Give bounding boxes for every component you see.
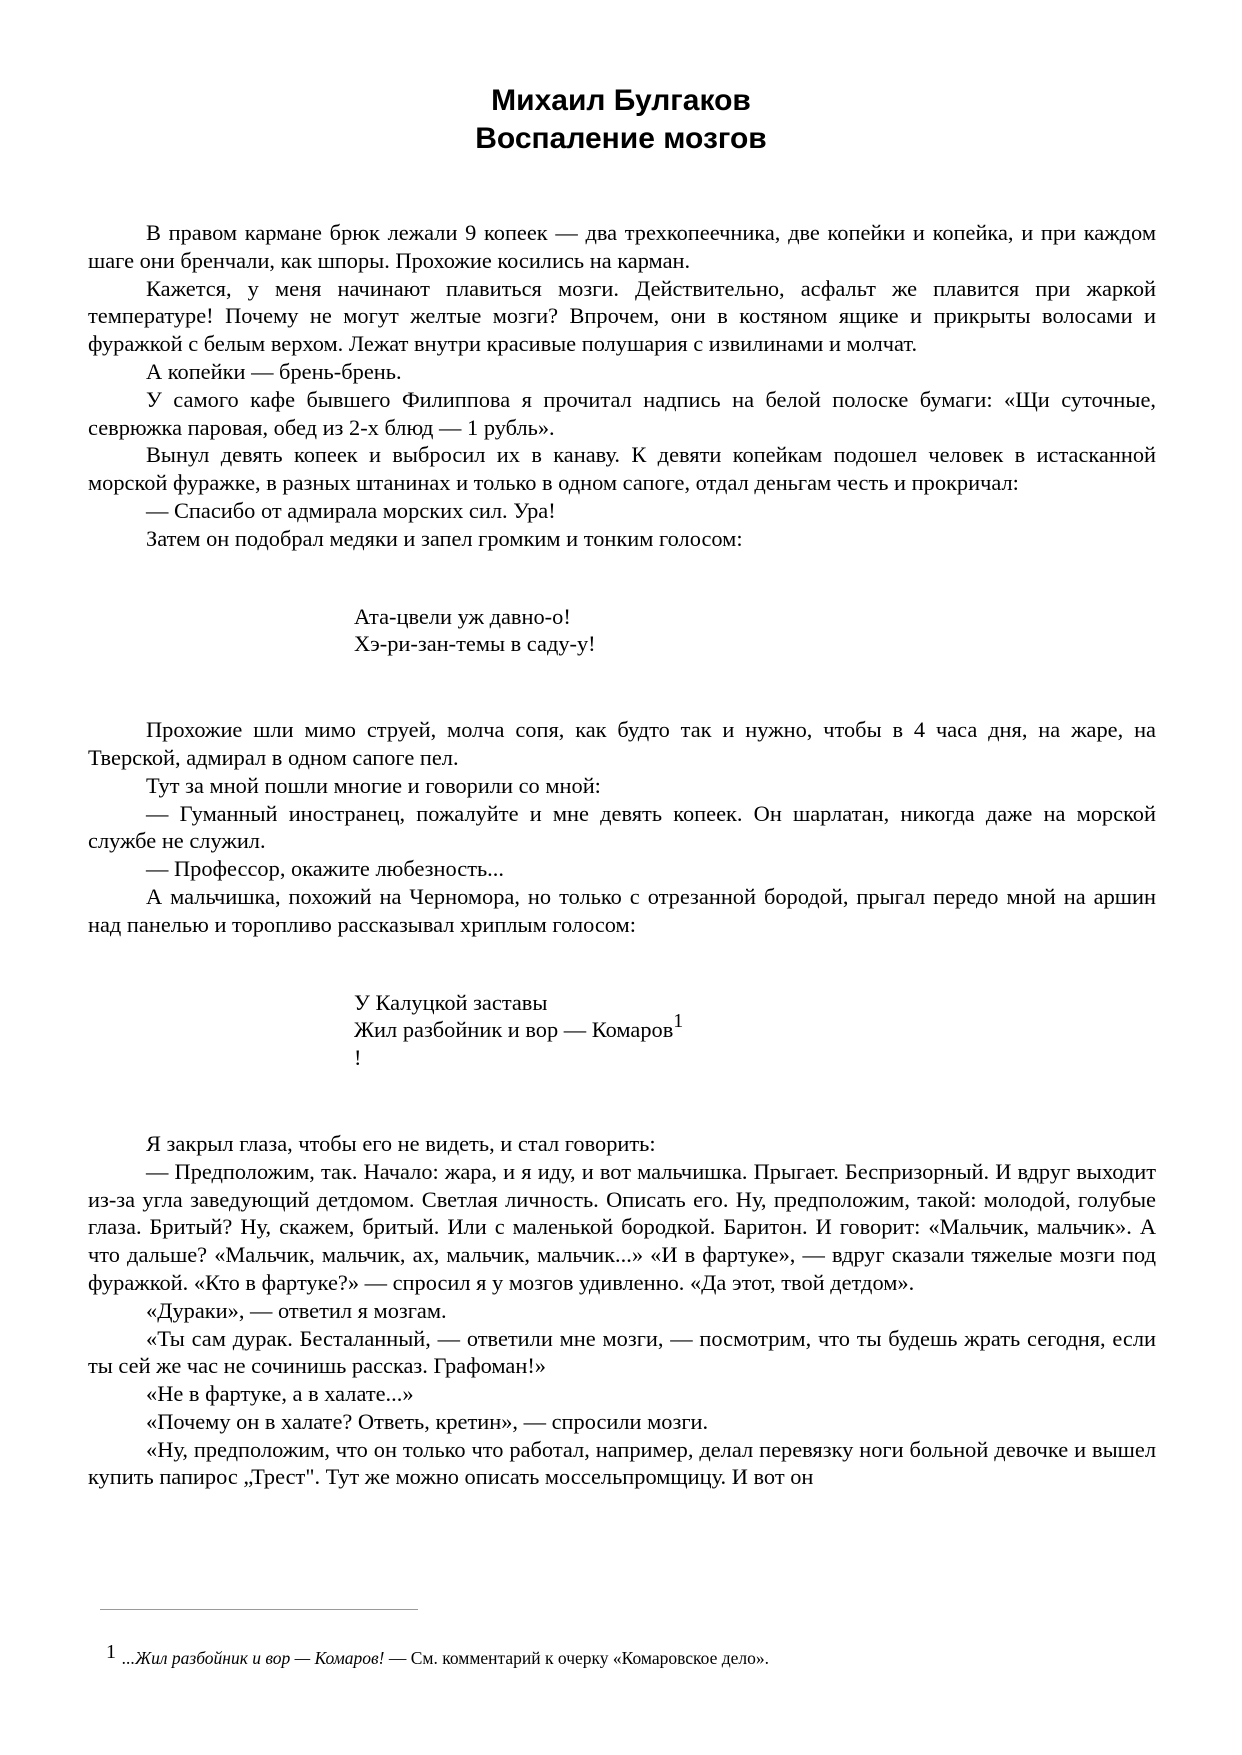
- document-header: [0, 82, 1242, 158]
- verse-line: [354, 1010, 1156, 1044]
- paragraph: — Профессор, окажите любезность...: [146, 856, 504, 882]
- paragraph: Вынул девять копеек и выбросил их в канаву. К девяти копейкам подошел человек в истасканной морской фуражке, в разных штанинах и только в одном сапоге, отдал деньгам честь и прокричал:: [88, 442, 1156, 496]
- verse-line: Хэ-ри-зан-темы в саду-у!: [354, 631, 596, 657]
- paragraph: В правом кармане брюк лежали 9 копеек — два трехкопеечника, две копейки и копейка, и при каждом шаге они бренчали, как шпоры. Прохожие косились на карман.: [88, 220, 1156, 273]
- paragraph: — Предположим, так. Начало: жара, и я иду, и вот мальчишка. Прыгает. Беспризорный. И вдруг выходит из-за угла заведующий детдомом. Светлая личность. Описать его. Ну, предположим, такой: молодой, голубые глаза. Бритый? Ну, скажем, бритый. Или с маленькой бородкой. Баритон. И говорит: «Мальчик, мальчик». А что дальше? «Мальчик, мальчик, ах, мальчик, мальчик...» «И в фартуке», — вдруг сказали тяжелые мозги под фуражкой. «Кто в фартуке?» — спросил я у мозгов удивленно. «Да этот, твой детдом».: [88, 1158, 1156, 1295]
- paragraph: А копейки — брень-брень.: [146, 358, 402, 384]
- paragraph: Кажется, у меня начинают плавиться мозги. Действительно, асфальт же плавится при жаркой температуре! Почему не могут желтые мозги? Впрочем, они в костяном ящике и прикрыты волосами и фуражкой с белым верхом. Лежат внутри красивые полушария с извилинами и молчат.: [88, 275, 1156, 357]
- footnote-marker[interactable]: 1: [673, 1010, 684, 1033]
- footnote-quote: ...Жил разбойник и вор — Комаров!: [122, 1648, 385, 1668]
- author-name: Михаил Булгаков: [491, 84, 751, 117]
- footnote-divider: [100, 1609, 418, 1610]
- paragraph: Прохожие шли мимо струей, молча сопя, как будто так и нужно, чтобы в 4 часа дня, на жаре, на Тверской, адмирал в одном сапоге пел.: [88, 717, 1156, 770]
- paragraph: У самого кафе бывшего Филиппова я прочитал надпись на белой полоске бумаги: «Щи суточные, севрюжка паровая, обед из 2-х блюд — 1 рубль».: [88, 386, 1156, 440]
- paragraph: Тут за мной пошли многие и говорили со мной:: [146, 772, 601, 798]
- paragraph: А мальчишка, похожий на Черномора, но только с отрезанной бородой, прыгал передо мной на аршин над панелью и торопливо рассказывал хриплым голосом:: [88, 883, 1156, 937]
- song-verse: [354, 989, 1156, 1072]
- verse-line-text: Жил разбойник и вор — Комаров: [354, 1017, 674, 1043]
- paragraph: «Не в фартуке, а в халате...»: [146, 1381, 414, 1407]
- paragraph: — Гуманный иностранец, пожалуйте и мне девять копеек. Он шарлатан, никогда даже на морской службе не служил.: [88, 800, 1156, 854]
- footnote-text: — См. комментарий к очерку «Комаровское дело».: [384, 1648, 770, 1668]
- story-title: Воспаление мозгов: [475, 122, 767, 155]
- verse-line: У Калуцкой заставы: [354, 989, 548, 1015]
- footnote-number: 1: [106, 1641, 116, 1663]
- story-body: [88, 219, 1156, 1491]
- paragraph: «Почему он в халате? Ответь, кретин», — спросили мозги.: [146, 1408, 709, 1434]
- paragraph: — Спасибо от адмирала морских сил. Ура!: [146, 497, 556, 523]
- paragraph: «Дураки», — ответил я мозгам.: [146, 1297, 447, 1323]
- paragraph: Я закрыл глаза, чтобы его не видеть, и стал говорить:: [146, 1130, 656, 1156]
- verse-line: !: [354, 1045, 362, 1071]
- verse-line: Ата-цвели уж давно-о!: [354, 603, 571, 629]
- paragraph: «Ты сам дурак. Бесталанный, — ответили мне мозги, — посмотрим, что ты будешь жрать сегодня, если ты сей же час не сочинишь рассказ. Графоман!»: [88, 1325, 1156, 1379]
- song-verse: [354, 603, 1156, 659]
- paragraph: Затем он подобрал медяки и запел громким и тонким голосом:: [146, 525, 743, 551]
- paragraph: «Ну, предположим, что он только что работал, например, делал перевязку ноги больной девочке и вышел купить папирос „Трест". Тут же можно описать моссельпромщицу. И вот он: [88, 1436, 1156, 1490]
- footnote: [106, 1640, 1146, 1670]
